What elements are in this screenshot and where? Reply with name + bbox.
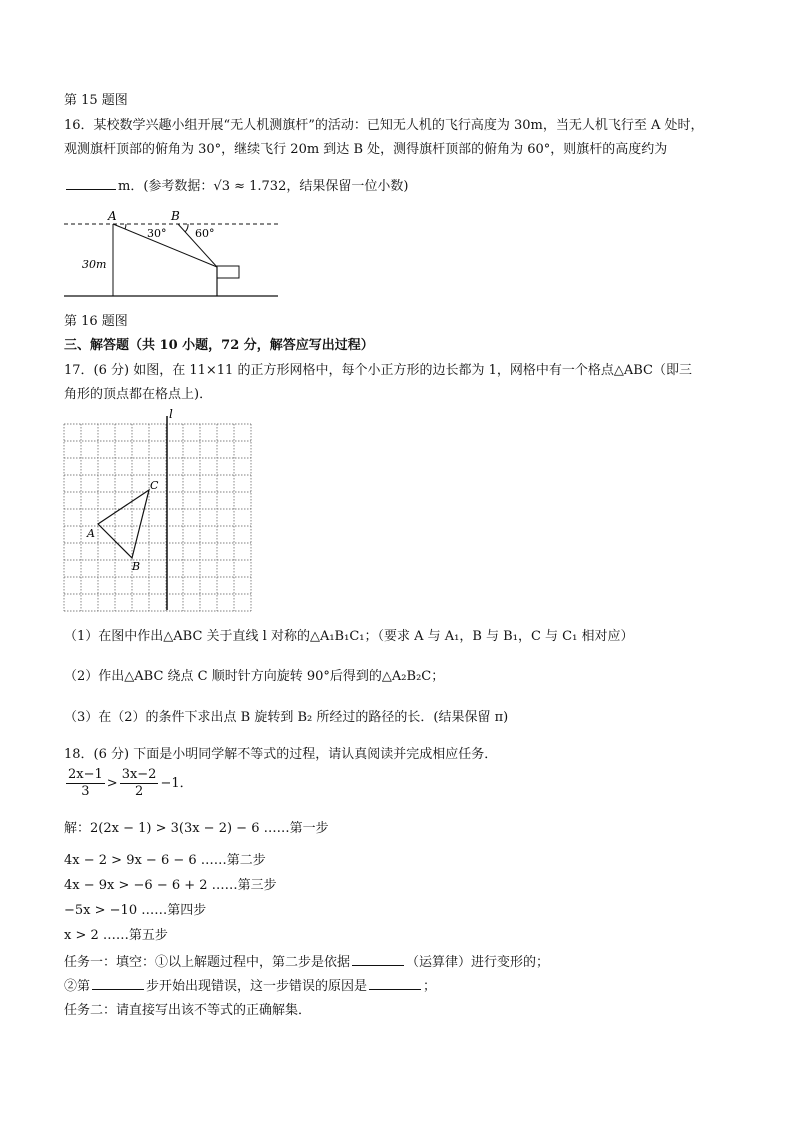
q18-fraction-right <box>120 767 159 800</box>
section3-title: 三、解答题（共 10 小题，72 分，解答应写出过程） <box>64 338 374 353</box>
q18-task2: 任务二：请直接写出该不等式的正确解集． <box>64 1003 312 1018</box>
flag <box>217 266 239 278</box>
label-c: C <box>150 479 159 492</box>
angle-label-b: 60° <box>195 227 215 240</box>
q18-blank-2 <box>92 977 144 990</box>
q17-task1: （1）在图中作出△ABC 关于直线 l 对称的△A₁B₁C₁；（要求 A 与 A₁，B 与 B₁，C 与 C₁ 相对应） <box>64 629 634 644</box>
q18-frac2-num: 3x−2 <box>121 767 157 782</box>
q18-blank-1 <box>352 953 404 966</box>
q18-task1-b-pre: ②第 <box>64 979 91 994</box>
q16-line1: 16．某校数学兴趣小组开展“无人机测旗杆”的活动：已知无人机的飞行高度为 30m，当无人机飞行至 A 处时， <box>64 118 704 133</box>
q18-step-2: 4x − 2 > 9x − 6 − 6 ……第二步 <box>64 853 266 868</box>
angle-arc-b <box>185 224 188 232</box>
q16-answer-blank <box>66 177 116 190</box>
angle-arc-a <box>125 224 126 229</box>
q18-task1-a <box>64 953 549 972</box>
q18-tail: −1． <box>160 776 193 791</box>
q17-task2: （2）作出△ABC 绕点 C 顺时针方向旋转 90°后得到的△A₂B₂C； <box>64 669 445 684</box>
triangle-abc <box>98 490 149 558</box>
axis-label-l: l <box>169 407 173 421</box>
q16-figure <box>60 208 285 303</box>
q17-task3: （3）在（2）的条件下求出点 B 旋转到 B₂ 所经过的路径的长．(结果保留 π) <box>64 710 509 725</box>
q18-task1-a-pre: 任务一：填空：①以上解题过程中，第二步是依据 <box>64 955 351 970</box>
q18-task1-b-post: ； <box>423 979 437 994</box>
q18-step-4: −5x > −10 ……第四步 <box>64 903 207 918</box>
q17-grid-figure <box>58 406 258 614</box>
q18-step-5: x > 2 ……第五步 <box>64 928 168 943</box>
q16-line2: 观测旗杆顶部的俯角为 30°，继续飞行 20m 到达 B 处，测得旗杆顶部的俯角为 60°，则旗杆的高度约为 <box>64 142 668 157</box>
q18-task1-b-mid: 步开始出现错误，这一步错误的原因是 <box>146 979 368 994</box>
q18-step-1: 解：2(2x − 1) > 3(3x − 2) − 6 ……第一步 <box>64 821 329 836</box>
q17-line1: 17．(6 分) 如图，在 11×11 的正方形网格中，每个小正方形的边长都为 1，网格中有一个格点△ABC（即三 <box>64 363 692 378</box>
label-a: A <box>108 209 117 223</box>
angle-label-a: 30° <box>147 227 167 240</box>
label-b: B <box>171 209 180 223</box>
label-a: A <box>87 527 95 540</box>
q15-caption: 第 15 题图 <box>64 93 128 108</box>
q18-blank-3 <box>369 977 421 990</box>
q16-line3 <box>64 177 408 196</box>
q18-inequality <box>64 767 193 800</box>
q17-line2: 角形的顶点都在格点上)． <box>64 387 213 402</box>
q16-tail: ，结果保留一位小数) <box>286 179 409 194</box>
q18-frac1-den: 3 <box>81 784 90 799</box>
q16-sqrt: √3 ≈ 1.732 <box>213 179 287 194</box>
height-label: 30m <box>82 258 107 271</box>
q18-frac1-num: 2x−1 <box>68 767 103 782</box>
q18-op: > <box>106 776 118 791</box>
q18-task1-a-post: （运算律）进行变形的； <box>406 955 550 970</box>
q16-caption: 第 16 题图 <box>64 314 128 329</box>
q18-fraction-left <box>66 767 105 800</box>
label-b: B <box>132 560 141 573</box>
q18-frac2-den: 2 <box>134 784 144 799</box>
grid <box>64 424 251 611</box>
q18-step-3: 4x − 9x > −6 − 6 + 2 ……第三步 <box>64 878 277 893</box>
q18-line1: 18．(6 分) 下面是小明同学解不等式的过程，请认真阅读并完成相应任务． <box>64 747 498 762</box>
q18-task1-b <box>64 977 436 996</box>
q16-unit: m．(参考数据： <box>118 179 214 194</box>
